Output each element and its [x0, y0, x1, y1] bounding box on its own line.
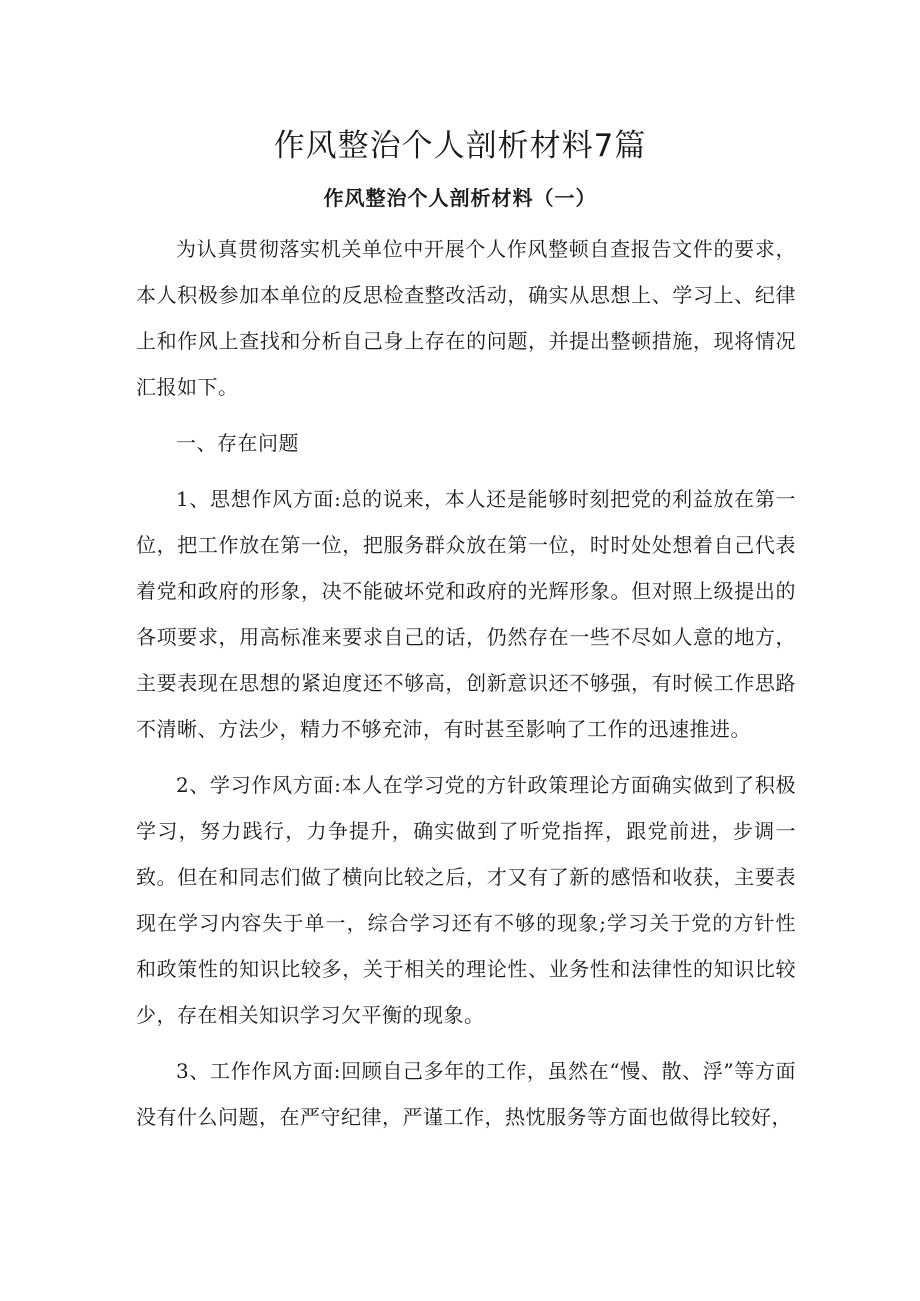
intro-paragraph: 为认真贯彻落实机关单位中开展个人作风整顿自查报告文件的要求，本人积极参加本单位的反思检查整改活动，确实从思想上、学习上、纪律上和作风上查找和分析自己身上存在的问题，并提出整顿措施，现将情况汇报如下。	[136, 237, 796, 399]
document-title: 作风整治个人剖析材料7篇	[273, 128, 647, 164]
document-body	[136, 226, 796, 1140]
document-subtitle: 作风整治个人剖析材料（一）	[323, 186, 597, 210]
paragraph-ideological-style: 1、思想作风方面:总的说来，本人还是能够时刻把党的利益放在第一位，把工作放在第一位，把服务群众放在第一位，时时处处想着自己代表着党和政府的形象，决不能破坏党和政府的光辉形象。但对照上级提出的各项要求，用高标准来要求自己的话，仍然存在一些不尽如人意的地方，主要表现在思想的紧迫度还不够高，创新意识还不够强，有时候工作思路不清晰、方法少，精力不够充沛，有时甚至影响了工作的迅速推进。	[136, 487, 796, 741]
section-heading-existing-problems: 一、存在问题	[176, 431, 299, 455]
paragraph-work-style: 3、工作作风方面:回顾自己多年的工作，虽然在“慢、散、浮”等方面没有什么问题，在严守纪律，严谨工作，热忱服务等方面也做得比较好，	[136, 1059, 796, 1129]
paragraph-learning-style: 2、学习作风方面:本人在学习党的方针政策理论方面确实做到了积极学习，努力践行，力争提升，确实做到了听党指挥，跟党前进，步调一致。但在和同志们做了横向比较之后，才又有了新的感悟和收获，主要表现在学习内容失于单一，综合学习还有不够的现象;学习关于党的方针性和政策性的知识比较多，关于相关的理论性、业务性和法律性的知识比较少，存在相关知识学习欠平衡的现象。	[136, 773, 796, 1027]
